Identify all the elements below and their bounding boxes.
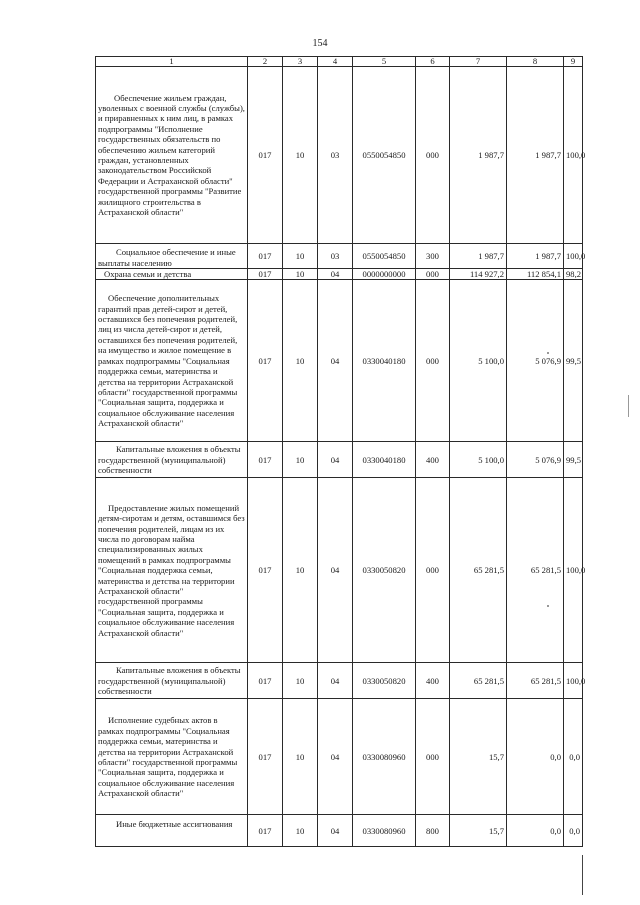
- cell-admin-code: 017: [248, 280, 283, 442]
- cell-admin-code: 017: [248, 244, 283, 269]
- row-name: Капитальные вложения в объекты государственной (муниципальной) собственности: [96, 663, 248, 699]
- col-header-5: 5: [353, 57, 416, 67]
- cell-planned: 65 281,5: [450, 478, 507, 663]
- cell-section: 10: [283, 699, 318, 815]
- cell-expense-type: 300: [416, 244, 450, 269]
- cell-actual: 5 076,9: [507, 280, 564, 442]
- col-header-4: 4: [318, 57, 353, 67]
- cell-actual: 1 987,7: [507, 67, 564, 244]
- cell-planned: 5 100,0: [450, 280, 507, 442]
- col-header-3: 3: [283, 57, 318, 67]
- cell-target-article: 0330050820: [353, 663, 416, 699]
- cell-actual: 0,0: [507, 699, 564, 815]
- cell-target-article: 0550054850: [353, 67, 416, 244]
- table-row: [96, 280, 583, 442]
- cell-section: 10: [283, 478, 318, 663]
- cell-percent: 100,0: [564, 244, 583, 269]
- cell-admin-code: 017: [248, 442, 283, 478]
- table-row: [96, 269, 583, 280]
- cell-expense-type: 800: [416, 815, 450, 847]
- row-name: Предоставление жилых помещений детям-сиротам и детям, оставшимся без попечения родителей, лицам из их числа по договорам найма специализированных жилых помещений в рамках подпрограммы "Социальная поддержка семьи, материнства и детства на территории Астраханской области" государственной программы "Социальная защита, поддержка и социальное обслуживание населения Астраханской области": [96, 478, 248, 663]
- cell-subsection: 03: [318, 67, 353, 244]
- table-row: [96, 67, 583, 244]
- scan-dot: [547, 605, 549, 607]
- cell-planned: 15,7: [450, 815, 507, 847]
- cell-target-article: 0000000000: [353, 269, 416, 280]
- scan-mark-right-upper: [628, 395, 629, 417]
- cell-expense-type: 000: [416, 67, 450, 244]
- cell-percent: 98,2: [564, 269, 583, 280]
- row-name: Исполнение судебных актов в рамках подпрограммы "Социальная поддержка семьи, материнства и детства на территории Астраханской области" государственной программы "Социальная защита, поддержка и социальное обслуживание населения Астраханской области": [96, 699, 248, 815]
- cell-admin-code: 017: [248, 815, 283, 847]
- cell-planned: 114 927,2: [450, 269, 507, 280]
- cell-actual: 5 076,9: [507, 442, 564, 478]
- cell-subsection: 04: [318, 478, 353, 663]
- row-name: Обеспечение дополнительных гарантий прав детей-сирот и детей, оставшихся без попечения родителей, лиц из числа детей-сирот и детей, оставшихся без попечения родителей, на имущество и жилое помещение в рамках подпрограммы "Социальная поддержка семьи, материнства и детства на территории Астраханской области" государственной программы "Социальная защита, поддержка и социальное обслуживание населения Астраханской области": [96, 280, 248, 442]
- col-header-2: 2: [248, 57, 283, 67]
- header-row: [96, 57, 583, 67]
- cell-planned: 1 987,7: [450, 67, 507, 244]
- cell-percent: 99,5: [564, 442, 583, 478]
- cell-subsection: 04: [318, 663, 353, 699]
- cell-target-article: 0330080960: [353, 699, 416, 815]
- col-header-8: 8: [507, 57, 564, 67]
- cell-actual: 0,0: [507, 815, 564, 847]
- table-row: [96, 663, 583, 699]
- cell-admin-code: 017: [248, 67, 283, 244]
- row-name: Социальное обеспечение и иные выплаты населению: [96, 244, 248, 269]
- row-name: Охрана семьи и детства: [96, 269, 248, 280]
- cell-section: 10: [283, 815, 318, 847]
- cell-percent: 100,0: [564, 663, 583, 699]
- table-row: [96, 244, 583, 269]
- table-row: [96, 815, 583, 847]
- cell-planned: 5 100,0: [450, 442, 507, 478]
- cell-percent: 0,0: [564, 699, 583, 815]
- cell-percent: 100,0: [564, 478, 583, 663]
- cell-section: 10: [283, 280, 318, 442]
- cell-actual: 65 281,5: [507, 478, 564, 663]
- col-header-7: 7: [450, 57, 507, 67]
- col-header-1: 1: [96, 57, 248, 67]
- cell-expense-type: 000: [416, 280, 450, 442]
- table-row: [96, 478, 583, 663]
- cell-expense-type: 000: [416, 699, 450, 815]
- cell-admin-code: 017: [248, 663, 283, 699]
- cell-actual: 1 987,7: [507, 244, 564, 269]
- cell-percent: 99,5: [564, 280, 583, 442]
- cell-subsection: 04: [318, 269, 353, 280]
- cell-subsection: 04: [318, 280, 353, 442]
- cell-planned: 1 987,7: [450, 244, 507, 269]
- col-header-6: 6: [416, 57, 450, 67]
- cell-percent: 0,0: [564, 815, 583, 847]
- cell-admin-code: 017: [248, 478, 283, 663]
- cell-admin-code: 017: [248, 699, 283, 815]
- cell-target-article: 0330040180: [353, 280, 416, 442]
- cell-expense-type: 000: [416, 269, 450, 280]
- cell-actual: 112 854,1: [507, 269, 564, 280]
- cell-target-article: 0550054850: [353, 244, 416, 269]
- cell-actual: 65 281,5: [507, 663, 564, 699]
- cell-subsection: 04: [318, 815, 353, 847]
- budget-table: [95, 56, 586, 847]
- col-header-9: 9: [564, 57, 583, 67]
- page-number: 154: [312, 38, 328, 49]
- cell-section: 10: [283, 663, 318, 699]
- scan-dot: [547, 352, 549, 354]
- cell-subsection: 04: [318, 699, 353, 815]
- row-name: Иные бюджетные ассигнования: [96, 815, 248, 847]
- cell-percent: 100,0: [564, 67, 583, 244]
- cell-section: 10: [283, 244, 318, 269]
- cell-target-article: 0330040180: [353, 442, 416, 478]
- cell-admin-code: 017: [248, 269, 283, 280]
- cell-target-article: 0330050820: [353, 478, 416, 663]
- table-row: [96, 699, 583, 815]
- cell-expense-type: 000: [416, 478, 450, 663]
- cell-subsection: 04: [318, 442, 353, 478]
- cell-planned: 15,7: [450, 699, 507, 815]
- scan-mark-right-lower: [582, 855, 583, 895]
- cell-planned: 65 281,5: [450, 663, 507, 699]
- cell-expense-type: 400: [416, 442, 450, 478]
- cell-expense-type: 400: [416, 663, 450, 699]
- row-name: Капитальные вложения в объекты государственной (муниципальной) собственности: [96, 442, 248, 478]
- cell-target-article: 0330080960: [353, 815, 416, 847]
- cell-section: 10: [283, 442, 318, 478]
- cell-section: 10: [283, 269, 318, 280]
- cell-subsection: 03: [318, 244, 353, 269]
- table-row: [96, 442, 583, 478]
- row-name: Обеспечение жильем граждан, уволенных с военной службы (службы), и приравненных к ним лиц, в рамках подпрограммы "Исполнение государственных обязательств по обеспечению жильем категорий граждан, установленных законодательством Российской Федерации и Астраханской области" государственной программы "Развитие жилищного строительства в Астраханской области": [96, 67, 248, 244]
- cell-section: 10: [283, 67, 318, 244]
